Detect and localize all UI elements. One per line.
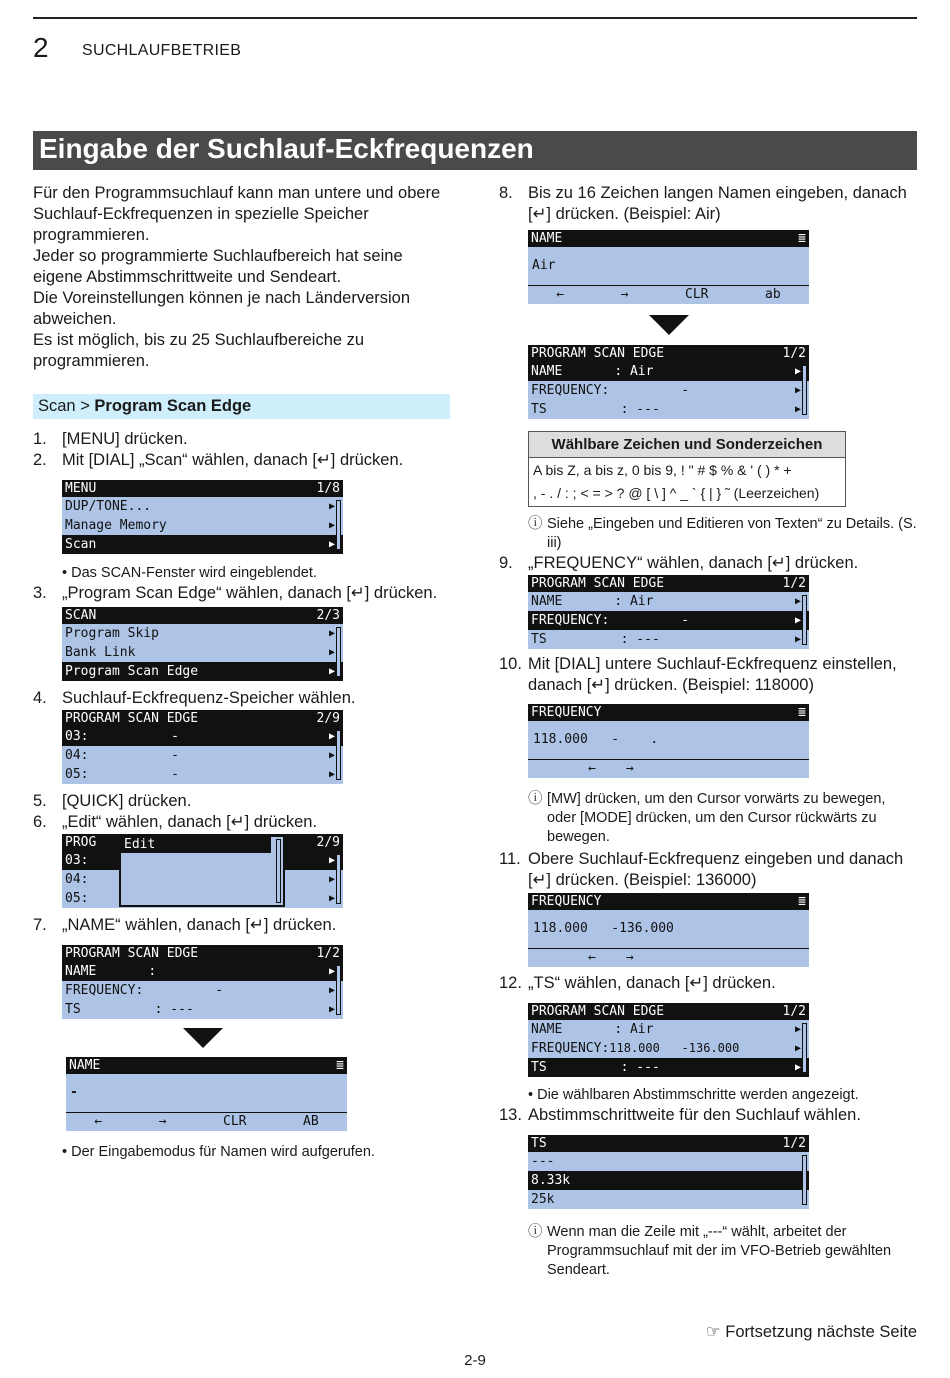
section-title: Eingabe der Suchlauf-Eckfrequenzen (33, 131, 917, 170)
info-icon: ⓘ (528, 1224, 543, 1240)
step: 6. „Edit“ wählen, danach [↵] drücken. (33, 813, 318, 831)
lcd-program-scan-edge-ts: PROGRAM SCAN EDGE 1/2 NAME : Air ▶ FREQUENCY:118.000 -136.000 ▶ TS : --- ▶ (528, 1003, 809, 1077)
chapter-number: 2 (33, 32, 49, 63)
right-column (499, 183, 917, 1280)
step: 3. „Program Scan Edge“ wählen, danach [↵] drücken. (33, 584, 438, 602)
top-rule (33, 17, 917, 19)
step: 8. Bis zu 16 Zeichen langen Namen eingeben, danach [↵] drücken. (Beispiel: Air) (499, 184, 907, 223)
lcd-frequency-upper: FREQUENCY ≣ 118.000 -136.000 ← → (528, 893, 809, 967)
down-arrow-icon (183, 1028, 223, 1048)
step: 5. [QUICK] drücken. (33, 792, 192, 810)
lcd-program-scan-edge-air: PROGRAM SCAN EDGE 1/2 NAME : Air ▶ FREQUENCY: - ▶ TS : --- ▶ (528, 345, 809, 419)
page-number: 2-9 (464, 1352, 486, 1369)
lcd-name-entry-empty: NAME ≣ - ← → CLR AB (66, 1057, 347, 1131)
step: 4. Suchlauf-Eckfrequenz-Speicher wählen. (33, 689, 356, 707)
lcd-menu-screen: MENU 1/8 DUP/TONE... ▶ Manage Memory ▶ Scan ▶ (62, 480, 343, 554)
info-note: ⓘ Siehe „Eingeben und Editieren von Texten“ zu Details. (S. iii) (528, 516, 917, 551)
step: 2. Mit [DIAL] „Scan“ wählen, danach [↵] drücken. (33, 451, 404, 469)
note: • Das SCAN-Fenster wird eingeblendet. (62, 565, 317, 581)
step: 11. Obere Suchlauf-Eckfrequenz eingeben und danach [↵] drücken. (Beispiel: 136000) (499, 850, 904, 889)
edit-popup: Edit (119, 835, 285, 907)
step: 13. Abstimmschrittweite für den Suchlauf wählen. (499, 1106, 861, 1124)
note: • Der Eingabemodus für Namen wird aufgerufen. (62, 1144, 375, 1160)
lcd-frequency-lower: FREQUENCY ≣ 118.000 - . ← → (528, 704, 809, 778)
info-note: ⓘ Wenn man die Zeile mit „---“ wählt, arbeitet der Programmsuchlauf mit der im VFO-Betrieb gewählten Sendeart. (528, 1224, 892, 1278)
note: • Die wählbaren Abstimmschritte werden angezeigt. (528, 1087, 859, 1103)
intro-paragraph: Die Voreinstellungen können je nach Länderversion abweichen. (33, 289, 411, 328)
info-icon: ⓘ (528, 516, 543, 532)
down-arrow-icon (649, 315, 689, 335)
menu-path: Scan > Program Scan Edge (33, 394, 450, 419)
lcd-program-scan-edge-frequency: PROGRAM SCAN EDGE 1/2 NAME : Air ▶ FREQUENCY: - ▶ TS : --- ▶ (528, 575, 809, 649)
step: 9. „FREQUENCY“ wählen, danach [↵] drücken. (499, 554, 859, 572)
step: 10. Mit [DIAL] untere Suchlauf-Eckfrequenz einstellen, danach [↵] drücken. (Beispiel: 118000) (499, 655, 897, 694)
chapter-title: SUCHLAUFBETRIEB (82, 42, 242, 59)
left-column (33, 183, 453, 1162)
lcd-quick-edit-screen: PROG 2/9 03: ▶ 04: ▶ 05: ▶ Edit (62, 834, 343, 908)
lcd-name-entry-air: NAME ≣ Air ← → CLR ab (528, 230, 809, 304)
info-note: ⓘ [MW] drücken, um den Cursor vorwärts zu bewegen, oder [MODE] drücken, um den Cursor rückwärts zu bewegen. (528, 791, 886, 845)
step: 12. „TS“ wählen, danach [↵] drücken. (499, 974, 776, 992)
lcd-scan-screen: SCAN 2/3 Program Skip ▶ Bank Link ▶ Program Scan Edge ▶ (62, 607, 343, 681)
intro-paragraph: Für den Programmsuchlauf kann man untere und obere Suchlauf-Eckfrequenzen in spezielle Speicher programmieren. (33, 184, 441, 244)
intro-paragraph: Es ist möglich, bis zu 25 Suchlaufbereiche zu programmieren. (33, 331, 365, 370)
lcd-ts-select: TS 1/2 --- 8.33k 25k (528, 1135, 809, 1209)
intro-paragraph: Jeder so programmierte Suchlaufbereich hat seine eigene Abstimmschrittweite und Sendeart. (33, 247, 403, 286)
lcd-program-scan-edge-list: PROGRAM SCAN EDGE 2/9 03: - ▶ 04: - ▶ 05: - ▶ (62, 710, 343, 784)
continue-note: ☞ Fortsetzung nächste Seite (705, 1323, 917, 1341)
step: 1. [MENU] drücken. (33, 430, 188, 448)
step: 7. „NAME“ wählen, danach [↵] drücken. (33, 916, 337, 934)
info-icon: ⓘ (528, 791, 543, 807)
lcd-program-scan-edge-empty: PROGRAM SCAN EDGE 1/2 NAME : ▶ FREQUENCY: - ▶ TS : --- ▶ (62, 945, 343, 1019)
character-table: Wählbare Zeichen und Sonderzeichen A bis Z, a bis z, 0 bis 9, ! " # $ % & ' ( ) * + , - . / : ; < = > ? @ [ \ ] ^ _ ` { | } ˜ (Leerzeichen) (528, 431, 846, 507)
